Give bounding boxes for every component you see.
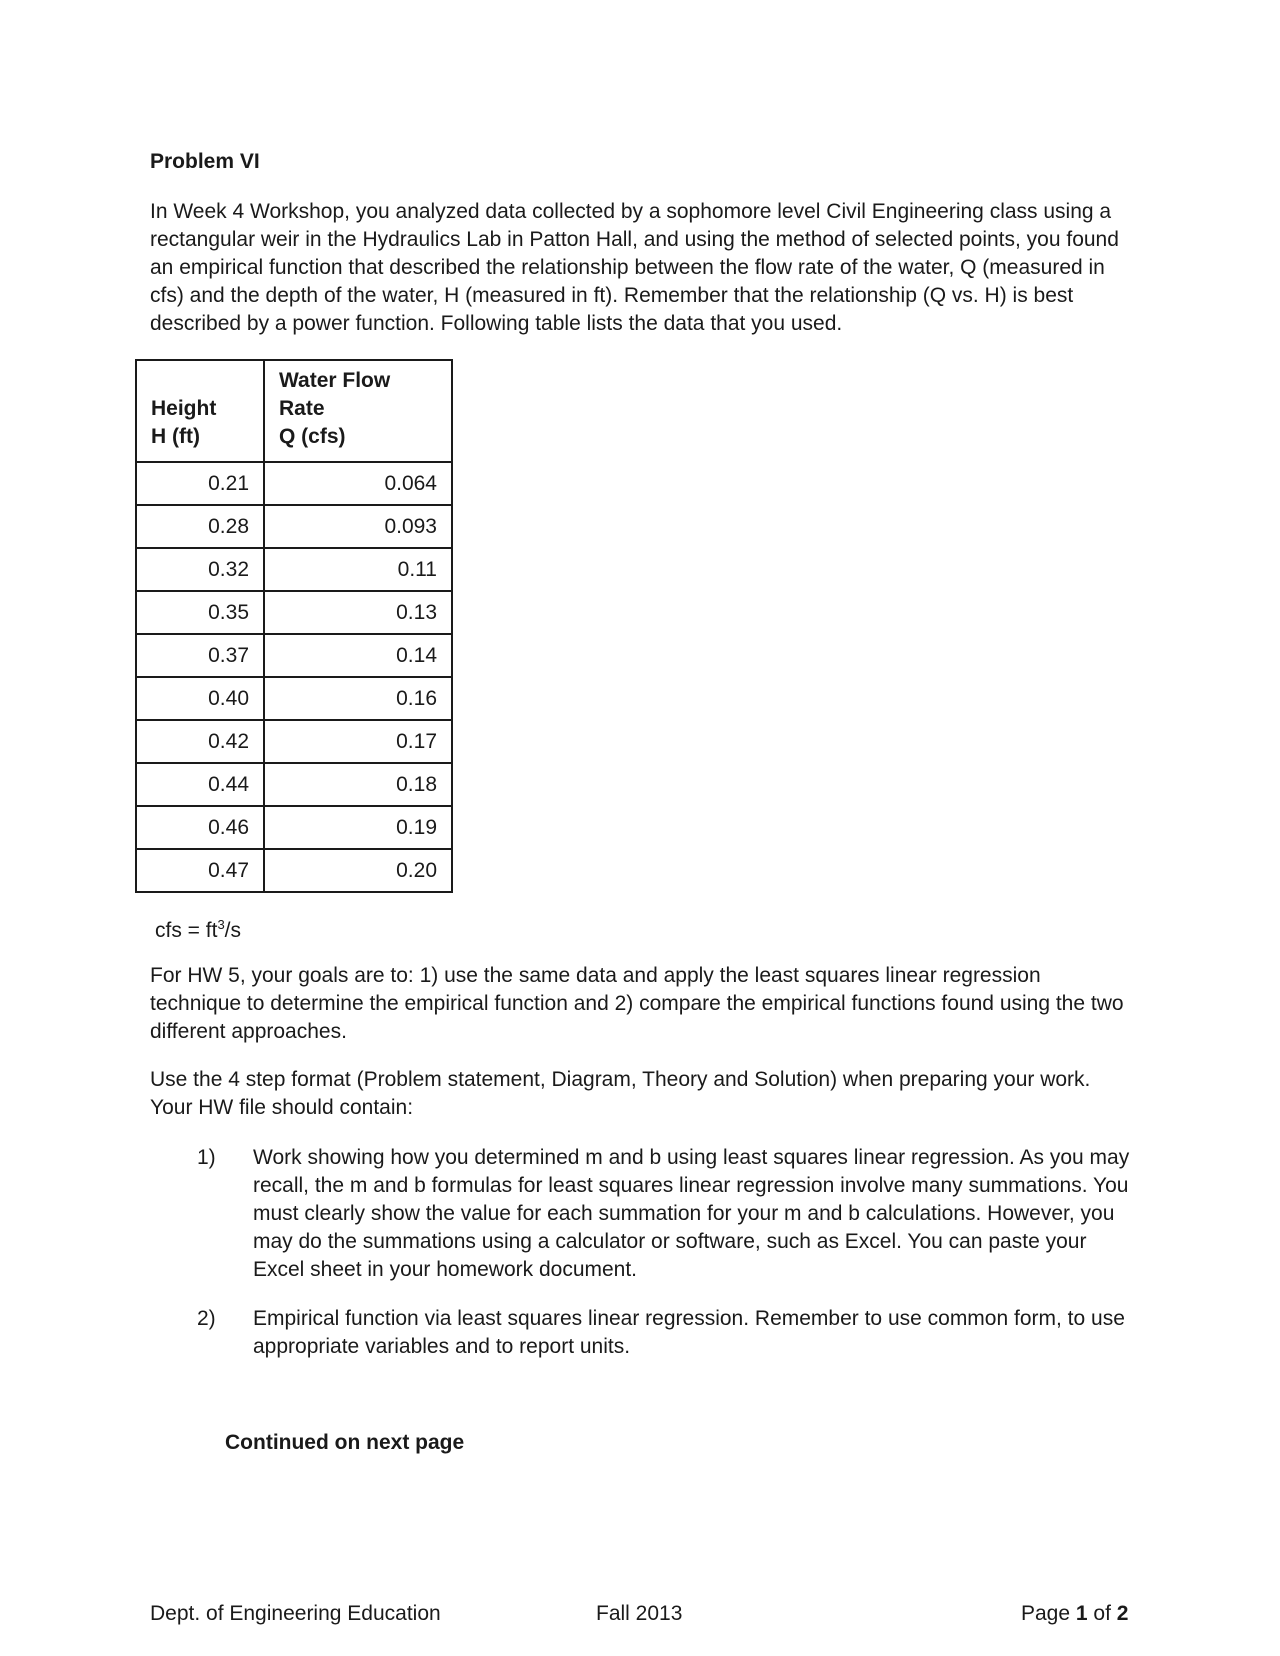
flow-cell: 0.11 <box>264 548 452 591</box>
page-of: of <box>1087 1602 1117 1625</box>
flow-cell: 0.19 <box>264 806 452 849</box>
goals-paragraph: For HW 5, your goals are to: 1) use the same data and apply the least squares linear regression technique to determine the empirical function and 2) compare the empirical functions found using the two different approaches. <box>150 964 1124 1043</box>
header-flow-line2: Rate <box>279 397 325 420</box>
table-row <box>136 462 452 505</box>
flow-cell: 0.13 <box>264 591 452 634</box>
flow-cell: 0.093 <box>264 505 452 548</box>
table-row <box>136 849 452 892</box>
footer-term: Fall 2013 <box>596 1602 683 1625</box>
height-cell: 0.28 <box>136 505 264 548</box>
list-item <box>197 1144 1133 1284</box>
data-table <box>135 359 453 893</box>
height-cell: 0.21 <box>136 462 264 505</box>
table-row <box>136 763 452 806</box>
header-flow-rate <box>264 360 452 462</box>
unit-note-suffix: /s <box>224 919 242 942</box>
height-cell: 0.42 <box>136 720 264 763</box>
header-flow-line1: Water Flow <box>279 369 391 392</box>
flow-cell: 0.14 <box>264 634 452 677</box>
flow-cell: 0.16 <box>264 677 452 720</box>
unit-note-prefix: cfs = ft <box>155 919 218 942</box>
table-row <box>136 548 452 591</box>
height-cell: 0.40 <box>136 677 264 720</box>
footer-department: Dept. of Engineering Education <box>150 1602 441 1625</box>
intro-paragraph: In Week 4 Workshop, you analyzed data collected by a sophomore level Civil Engineering class using a rectangular weir in the Hydraulics Lab in Patton Hall, and using the method of selected points, you found an empirical function that described the relationship between the flow rate of the water, Q (measured in cfs) and the depth of the water, H (measured in ft). Remember that the relationship (Q vs. H) is best described by a power function. Following table lists the data that you used. <box>150 200 1119 335</box>
table-row <box>136 634 452 677</box>
list-item-number: 2) <box>197 1307 216 1330</box>
height-cell: 0.37 <box>136 634 264 677</box>
list-item <box>197 1305 1133 1361</box>
table-row <box>136 720 452 763</box>
list-item-number: 1) <box>197 1146 216 1169</box>
header-height-line2: H (ft) <box>151 425 200 448</box>
list-item-text: Empirical function via least squares linear regression. Remember to use common form, to use appropriate variables and to report units. <box>253 1307 1125 1358</box>
page-prefix: Page <box>1021 1602 1076 1625</box>
footer-page-number <box>1021 1602 1128 1626</box>
continued-note: Continued on next page <box>225 1431 465 1454</box>
height-cell: 0.44 <box>136 763 264 806</box>
flow-cell: 0.064 <box>264 462 452 505</box>
header-flow-line3: Q (cfs) <box>279 425 346 448</box>
flow-cell: 0.20 <box>264 849 452 892</box>
list-item-text: Work showing how you determined m and b using least squares linear regression. As you may recall, the m and b formulas for least squares linear regression involve many summations. You must clearly show the value for each summation for your m and b calculations. However, you may do the summations using a calculator or software, such as Excel. You can paste your Excel sheet in your homework document. <box>253 1146 1130 1281</box>
height-cell: 0.46 <box>136 806 264 849</box>
header-height <box>136 360 264 462</box>
flow-cell: 0.17 <box>264 720 452 763</box>
problem-title: Problem VI <box>150 150 260 173</box>
table-row <box>136 591 452 634</box>
unit-note <box>155 917 241 943</box>
table-row <box>136 677 452 720</box>
height-cell: 0.47 <box>136 849 264 892</box>
unit-note-exponent: 3 <box>217 917 225 932</box>
header-height-line1: Height <box>151 397 217 420</box>
table-header-row <box>136 360 452 462</box>
table-row <box>136 505 452 548</box>
height-cell: 0.35 <box>136 591 264 634</box>
flow-cell: 0.18 <box>264 763 452 806</box>
format-paragraph: Use the 4 step format (Problem statement, Diagram, Theory and Solution) when preparing your work. Your HW file should contain: <box>150 1068 1091 1119</box>
page-current: 1 <box>1075 1602 1088 1625</box>
height-cell: 0.32 <box>136 548 264 591</box>
page-total: 2 <box>1116 1602 1129 1625</box>
table-row <box>136 806 452 849</box>
